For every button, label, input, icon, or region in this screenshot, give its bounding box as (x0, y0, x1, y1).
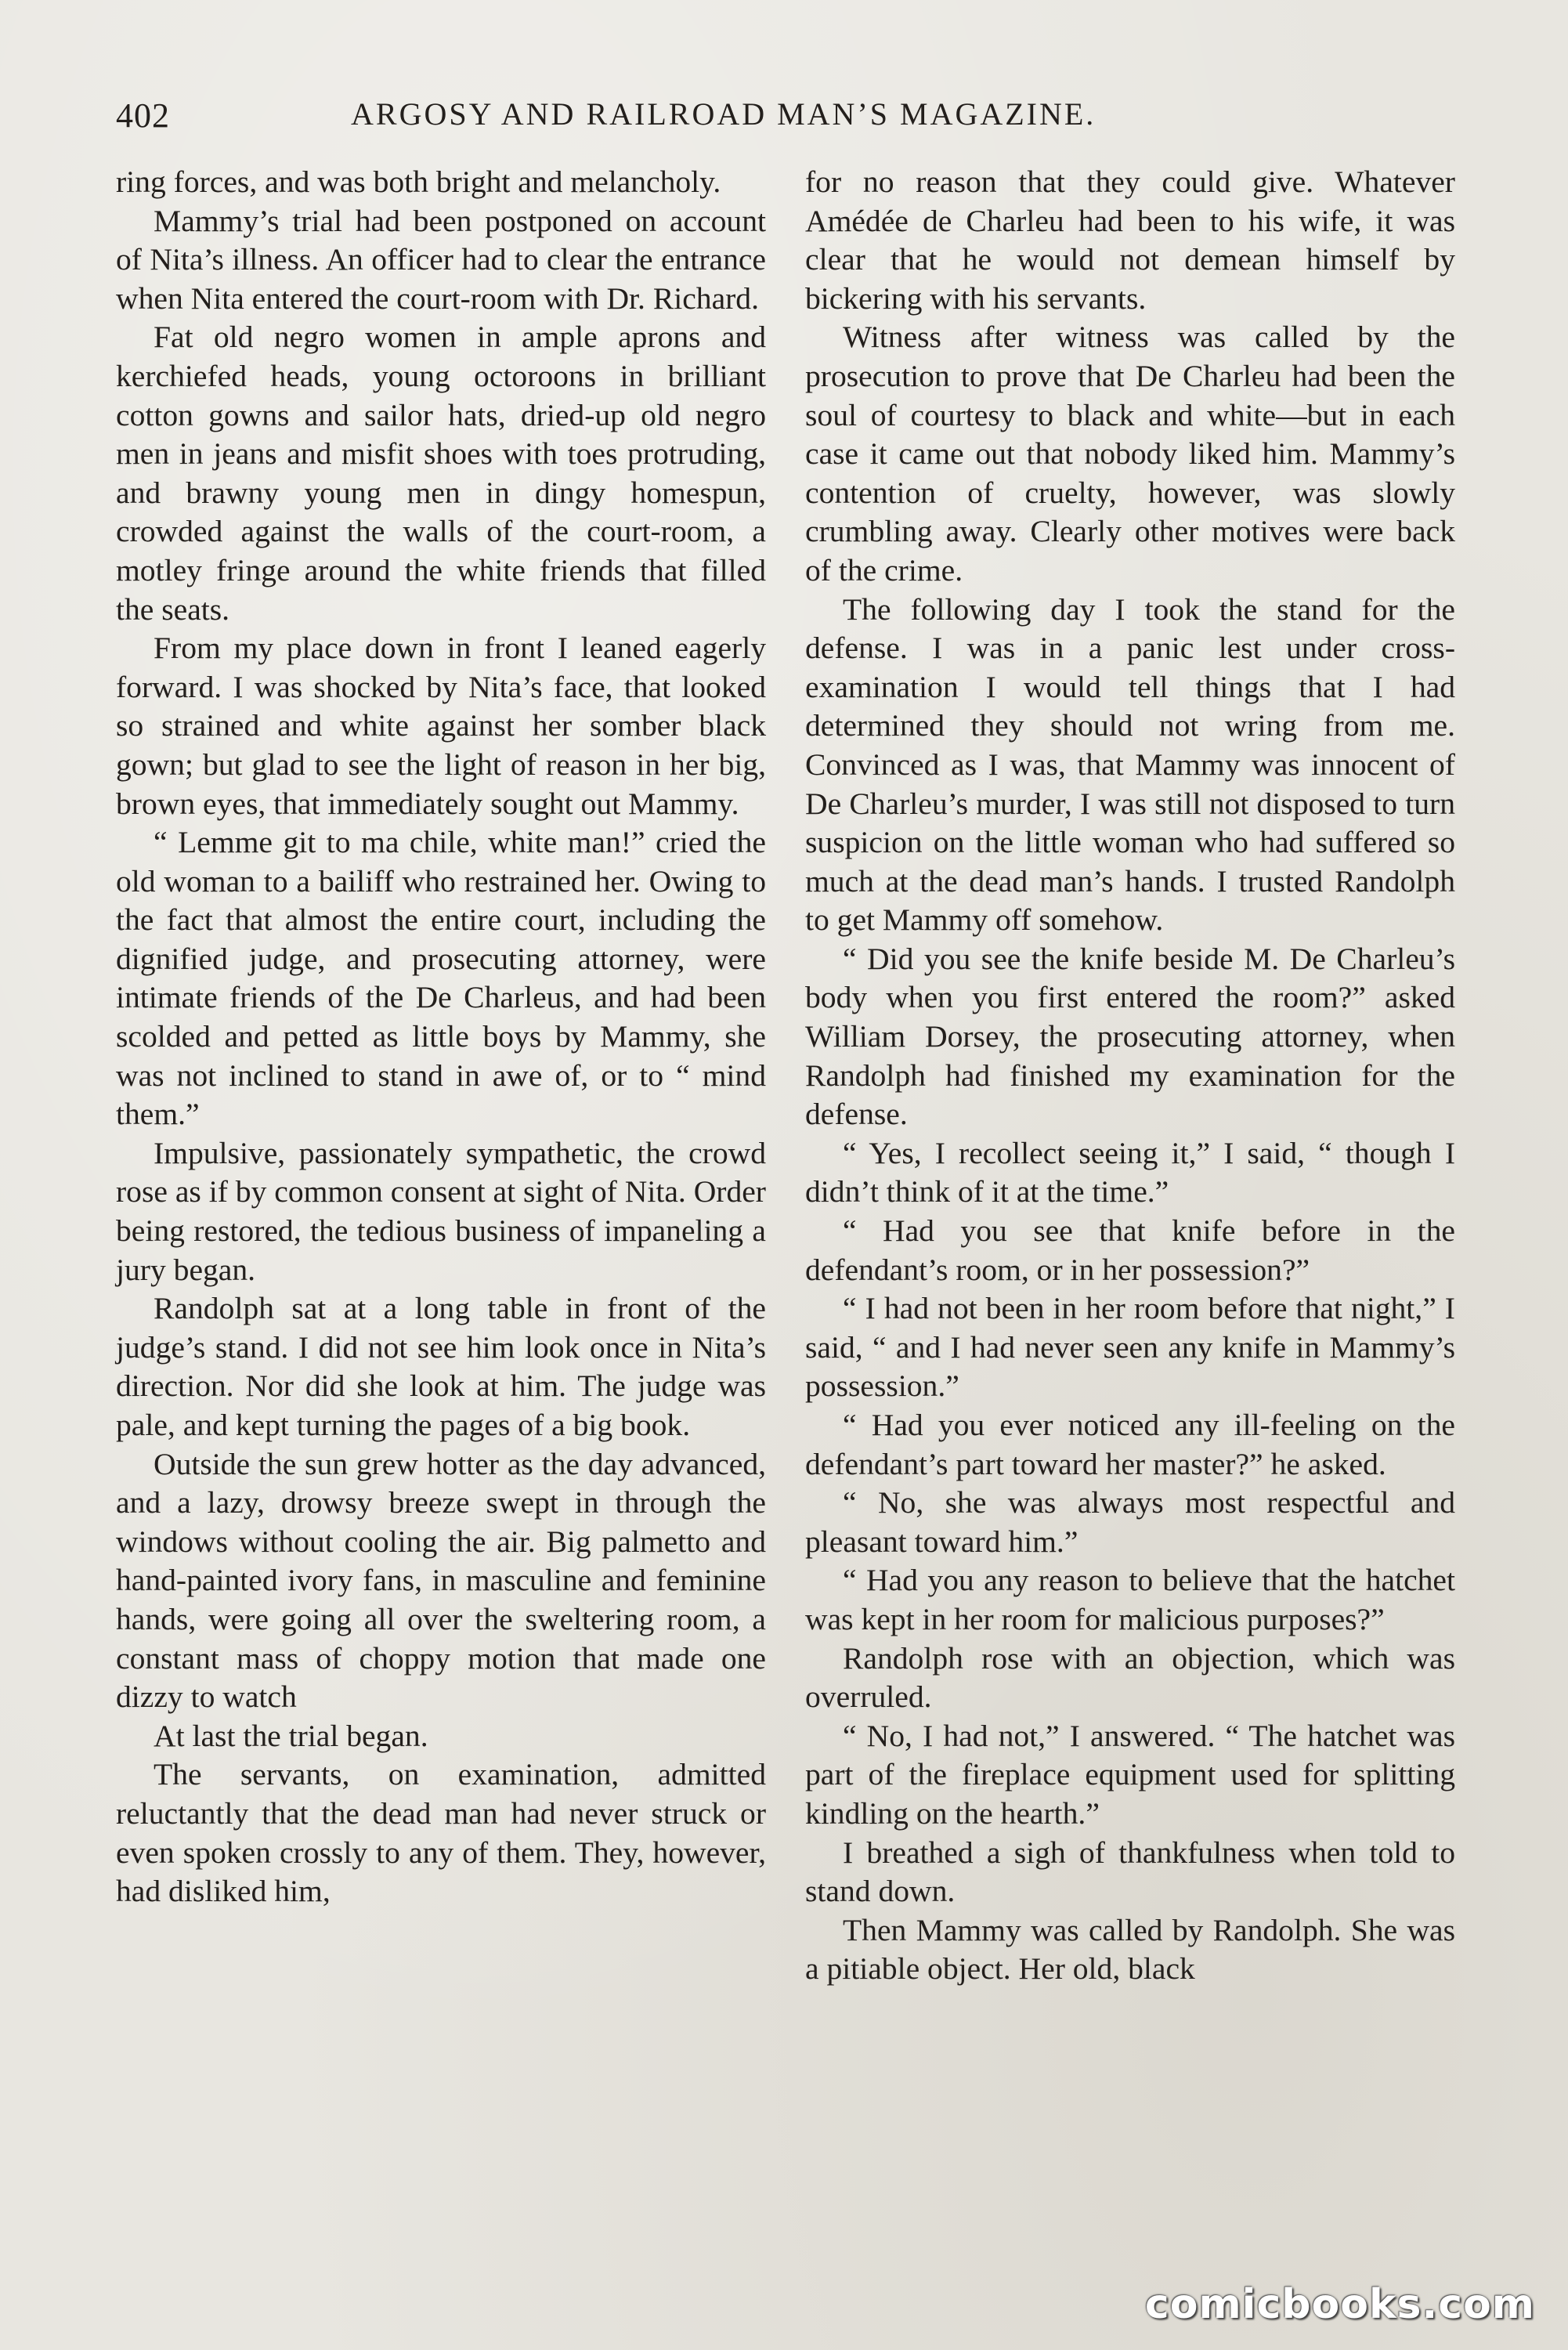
paragraph: “ Did you see the knife beside M. De Charleu’s body when you first entered the room?” asked William Dorsey, the prosecuting attorney, when Randolph had finished my examination for the defense. (805, 941, 1455, 1132)
paragraph: The servants, on examination, admitted reluctantly that the dead man had never struck or even spoken crossly to any of them. They, however, had disliked him, (116, 1757, 766, 1909)
paragraph: “ No, she was always most respectful and pleasant toward him.” (805, 1485, 1455, 1559)
paragraph: Mammy’s trial had been postponed on account of Nita’s illness. An officer had to clear the entrance when Nita entered the court-room with Dr. Richard. (116, 203, 766, 316)
paragraph: for no reason that they could give. Whatever Amédée de Charleu had been to his wife, it was clear that he would not demean himself by bickering with his servants. (805, 164, 1455, 316)
watermark: comicbooks.com (1144, 2281, 1535, 2328)
page-header (116, 96, 1455, 150)
right-column (805, 163, 1455, 1989)
paragraph: The following day I took the stand for the defense. I was in a panic lest under cross-examination I would tell things that I had determined they should not wring from me. Convinced as I was, that Mammy was innocent of De Charleu’s murder, I was still not disposed to turn suspicion on the little woman who had suffered so much at the dead man’s hands. I trusted Randolph to get Mammy off somehow. (805, 591, 1455, 938)
paragraph: ring forces, and was both bright and melancholy. (116, 164, 721, 199)
paragraph: “ Had you ever noticed any ill-feeling on the defendant’s part toward her master?” he asked. (805, 1408, 1455, 1481)
paragraph: I breathed a sigh of thankfulness when told to stand down. (805, 1835, 1455, 1909)
paragraph: Fat old negro women in ample aprons and kerchiefed heads, young octoroons in brilliant cotton gowns and sailor hats, dried-up old negro men in jeans and misfit shoes with toes protruding, and brawny young men in dingy homespun, crowded against the walls of the court-room, a motley fringe around the white friends that filled the seats. (116, 320, 766, 627)
paragraph: Witness after witness was called by the prosecution to prove that De Charleu had been the soul of courtesy to black and white—but in each case it came out that nobody liked him. Mammy’s contention of cruelty, however, was slowly crumbling away. Clearly other motives were back of the crime. (805, 320, 1455, 588)
page-number: 402 (116, 96, 170, 135)
paragraph: “ Yes, I recollect seeing it,” I said, “ though I didn’t think of it at the time.” (805, 1135, 1455, 1209)
left-column (116, 163, 766, 1911)
paragraph: Impulsive, passionately sympathetic, the crowd rose as if by common consent at sight of Nita. Order being restored, the tedious business of impaneling a jury began. (116, 1135, 766, 1287)
paragraph: Randolph sat at a long table in front of the judge’s stand. I did not see him look once in Nita’s direction. Nor did she look at him. The judge was pale, and kept turning the pages of a big book. (116, 1291, 766, 1442)
paragraph: Then Mammy was called by Randolph. She was a pitiable object. Her old, black (805, 1912, 1455, 1987)
paragraph: “ Lemme git to ma chile, white man!” cried the old woman to a bailiff who restrained her. Owing to the fact that almost the entire court, including the dignified judge, and prosecuting attorney, were intimate friends of the De Charleus, and had been scolded and petted as little boys by Mammy, she was not inclined to stand in awe of, or to “ mind them.” (116, 825, 766, 1132)
paragraph: Randolph rose with an objection, which was overruled. (805, 1640, 1455, 1715)
paragraph: “ Had you see that knife before in the defendant’s room, or in her possession?” (805, 1213, 1455, 1287)
running-title: ARGOSY AND RAILROAD MAN’S MAGAZINE. (351, 96, 1097, 132)
paragraph: “ Had you any reason to believe that the hatchet was kept in her room for malicious purposes?” (805, 1563, 1455, 1636)
paragraph: “ I had not been in her room before that night,” I said, “ and I had never seen any knife in Mammy’s possession.” (805, 1291, 1455, 1404)
paragraph: At last the trial began. (154, 1718, 428, 1753)
paragraph: “ No, I had not,” I answered. “ The hatchet was part of the fireplace equipment used for splitting kindling on the hearth.” (805, 1718, 1455, 1831)
paragraph: Outside the sun grew hotter as the day advanced, and a lazy, drowsy breeze swept in through the windows without cooling the air. Big palmetto and hand-painted ivory fans, in masculine and feminine hands, were going all over the sweltering room, a constant mass of choppy motion that made one dizzy to watch (116, 1446, 766, 1715)
paragraph: From my place down in front I leaned eagerly forward. I was shocked by Nita’s face, that looked so strained and white against her somber black gown; but glad to see the light of reason in her big, brown eyes, that immediately sought out Mammy. (116, 631, 766, 821)
